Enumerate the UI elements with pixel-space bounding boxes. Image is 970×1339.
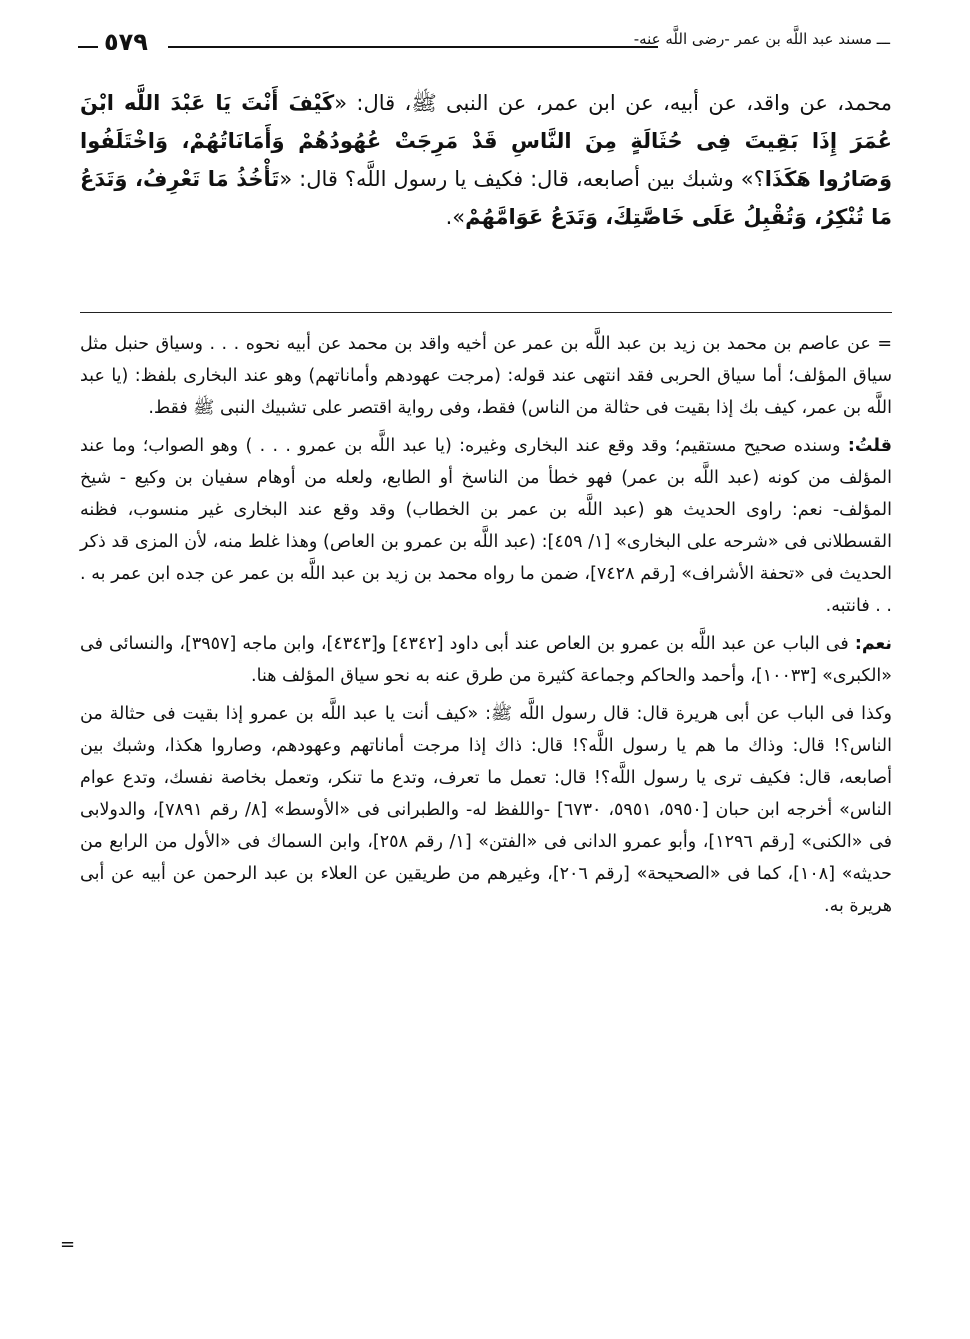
running-header [78, 28, 890, 62]
continuation-mark: = [60, 1234, 76, 1255]
footnote-body-2: وسنده صحيح مستقيم؛ وقد وقع عند البخارى وغيره: (يا عبد اللَّه بن عمرو . . . ) وهو الصواب؛ وما عند المؤلف من كونه (عبد اللَّه بن عمر) فهو خطأ من الناسخ أو الطابع، ولعله من أوهام سفيان بن وكيع - شيخ المؤلف- نعم: راوى الحديث هو (عبد اللَّه بن عمر بن الخطاب) وقد وقع عند البخارى غير منسوب، فظنه القسطلانى فى «شرحه على البخارى» [١/ ٤٥٩]: (عبد اللَّه بن عمرو بن العاص) وهذا غلط منه، لأن المزى قد ذكر الحديث فى «تحفة الأشراف» [رقم ٧٤٢٨]، ضمن ما رواه محمد بن زيد بن عبد اللَّه بن عمر عن جده ابن عمر به . . . فانتبه. [80, 436, 892, 616]
narration-text: ؟» وشبك بين أصابعه، قال: فكيف يا رسول اللَّه؟ قال: « [279, 167, 765, 191]
footnote-lead-qultu: قلتُ: [847, 436, 892, 456]
footnote-body-3: فى الباب عن عبد اللَّه بن عمرو بن العاص عند أبى داود [٤٣٤٢] و[٤٣٤٣]، وابن ماجه [٣٩٥٧]، والنسائى فى «الكبرى» [١٠٠٣٣]، وأحمد والحاكم وجماعة كثيرة من طرق عنه به نحو سياق المؤلف هنا. [80, 634, 892, 686]
isnad-text: محمد، عن واقد، عن أبيه، عن ابن عمر، عن النبى ﷺ، قال: « [334, 91, 892, 115]
page-number: ٥٧٩ [104, 28, 148, 56]
footnote-separator [80, 312, 892, 313]
footnote-paragraph-1: = عن عاصم بن محمد بن زيد بن عبد اللَّه بن عمر عن أخيه واقد بن محمد عن أبيه نحوه . . . وسياق حنبل مثل سياق المؤلف؛ أما سياق الحربى فقد انتهى عند قوله: (مرجت عهودهم وأماناتهم) وهو عند البخارى بلفظ: (يا عبد اللَّه بن عمر، كيف بك إذا بقيت فى حثالة من الناس) فقط، وفى رواية اقتصر على تشبيك النبى ﷺ فقط. [80, 334, 892, 418]
footnote-paragraph-3 [80, 628, 892, 692]
header-rule [168, 46, 658, 48]
footnotes [80, 328, 892, 928]
footnote-paragraph-2 [80, 430, 892, 622]
header-dash [78, 46, 98, 48]
header-title: ـــ مسند عبد اللَّه بن عمر -رضى اللَّه عنه- [633, 30, 890, 48]
footnote-lead-naam: نعم: [854, 634, 892, 654]
hadith-matn-1: كَيْفَ أَنْتَ يَا عَبْدَ اللَّه ابْنَ عُمَرَ إِذَا بَقِيتَ فِى حُثَالَةٍ مِنَ النَّاسِ قَدْ مَرِجَتْ عُهُودُهُمْ وَأَمَانَاتُهُمْ، وَاخْتَلَفُوا وَصَارُوا هَكَذَا [80, 91, 893, 191]
main-hadith-text [80, 84, 892, 236]
hadith-matn-2: تَأْخُذُ مَا تَعْرِفُ، وَتَدَعُ مَا تُنْكِرُ، وَتُقْبِلُ عَلَى خَاصَّتِكَ، وَتَدَعُ عَوَامَّهُمْ [80, 167, 892, 229]
closing-quote: ». [445, 205, 466, 229]
footnote-paragraph-4: وكذا فى الباب عن أبى هريرة قال: قال رسول اللَّه ﷺ: «كيف أنت يا عبد اللَّه بن عمرو إذا بقيت فى حثالة من الناس؟! قال: وذاك ما هم يا رسول اللَّه؟! قال: ذاك إذا مرجت أماناتهم وعهودهم، وصاروا هكذا، وشبك بين أصابعه، قال: فكيف ترى يا رسول اللَّه؟! قال: تعمل ما تعرف، وتدع ما تنكر، وتعمل بخاصة نفسك، وتدع عوام الناس» أخرجه ابن حبان [٥٩٥٠، ٥٩٥١، ٦٧٣٠] -واللفظ له- والطبرانى فى «الأوسط» [٨/ رقم ٧٨٩١]، والدولابى فى «الكنى» [رقم ١٢٩٦]، وأبو عمرو الدانى فى «الفتن» [١/ رقم ٢٥٨]، وابن السماك فى «الأول من الرابع من حديثه» [١٠٨]، كما فى «الصحيحة» [رقم ٢٠٦]، وغيرهم من طريقين عن العلاء بن عبد الرحمن عن أبيه عن أبى هريرة به. [80, 704, 892, 916]
